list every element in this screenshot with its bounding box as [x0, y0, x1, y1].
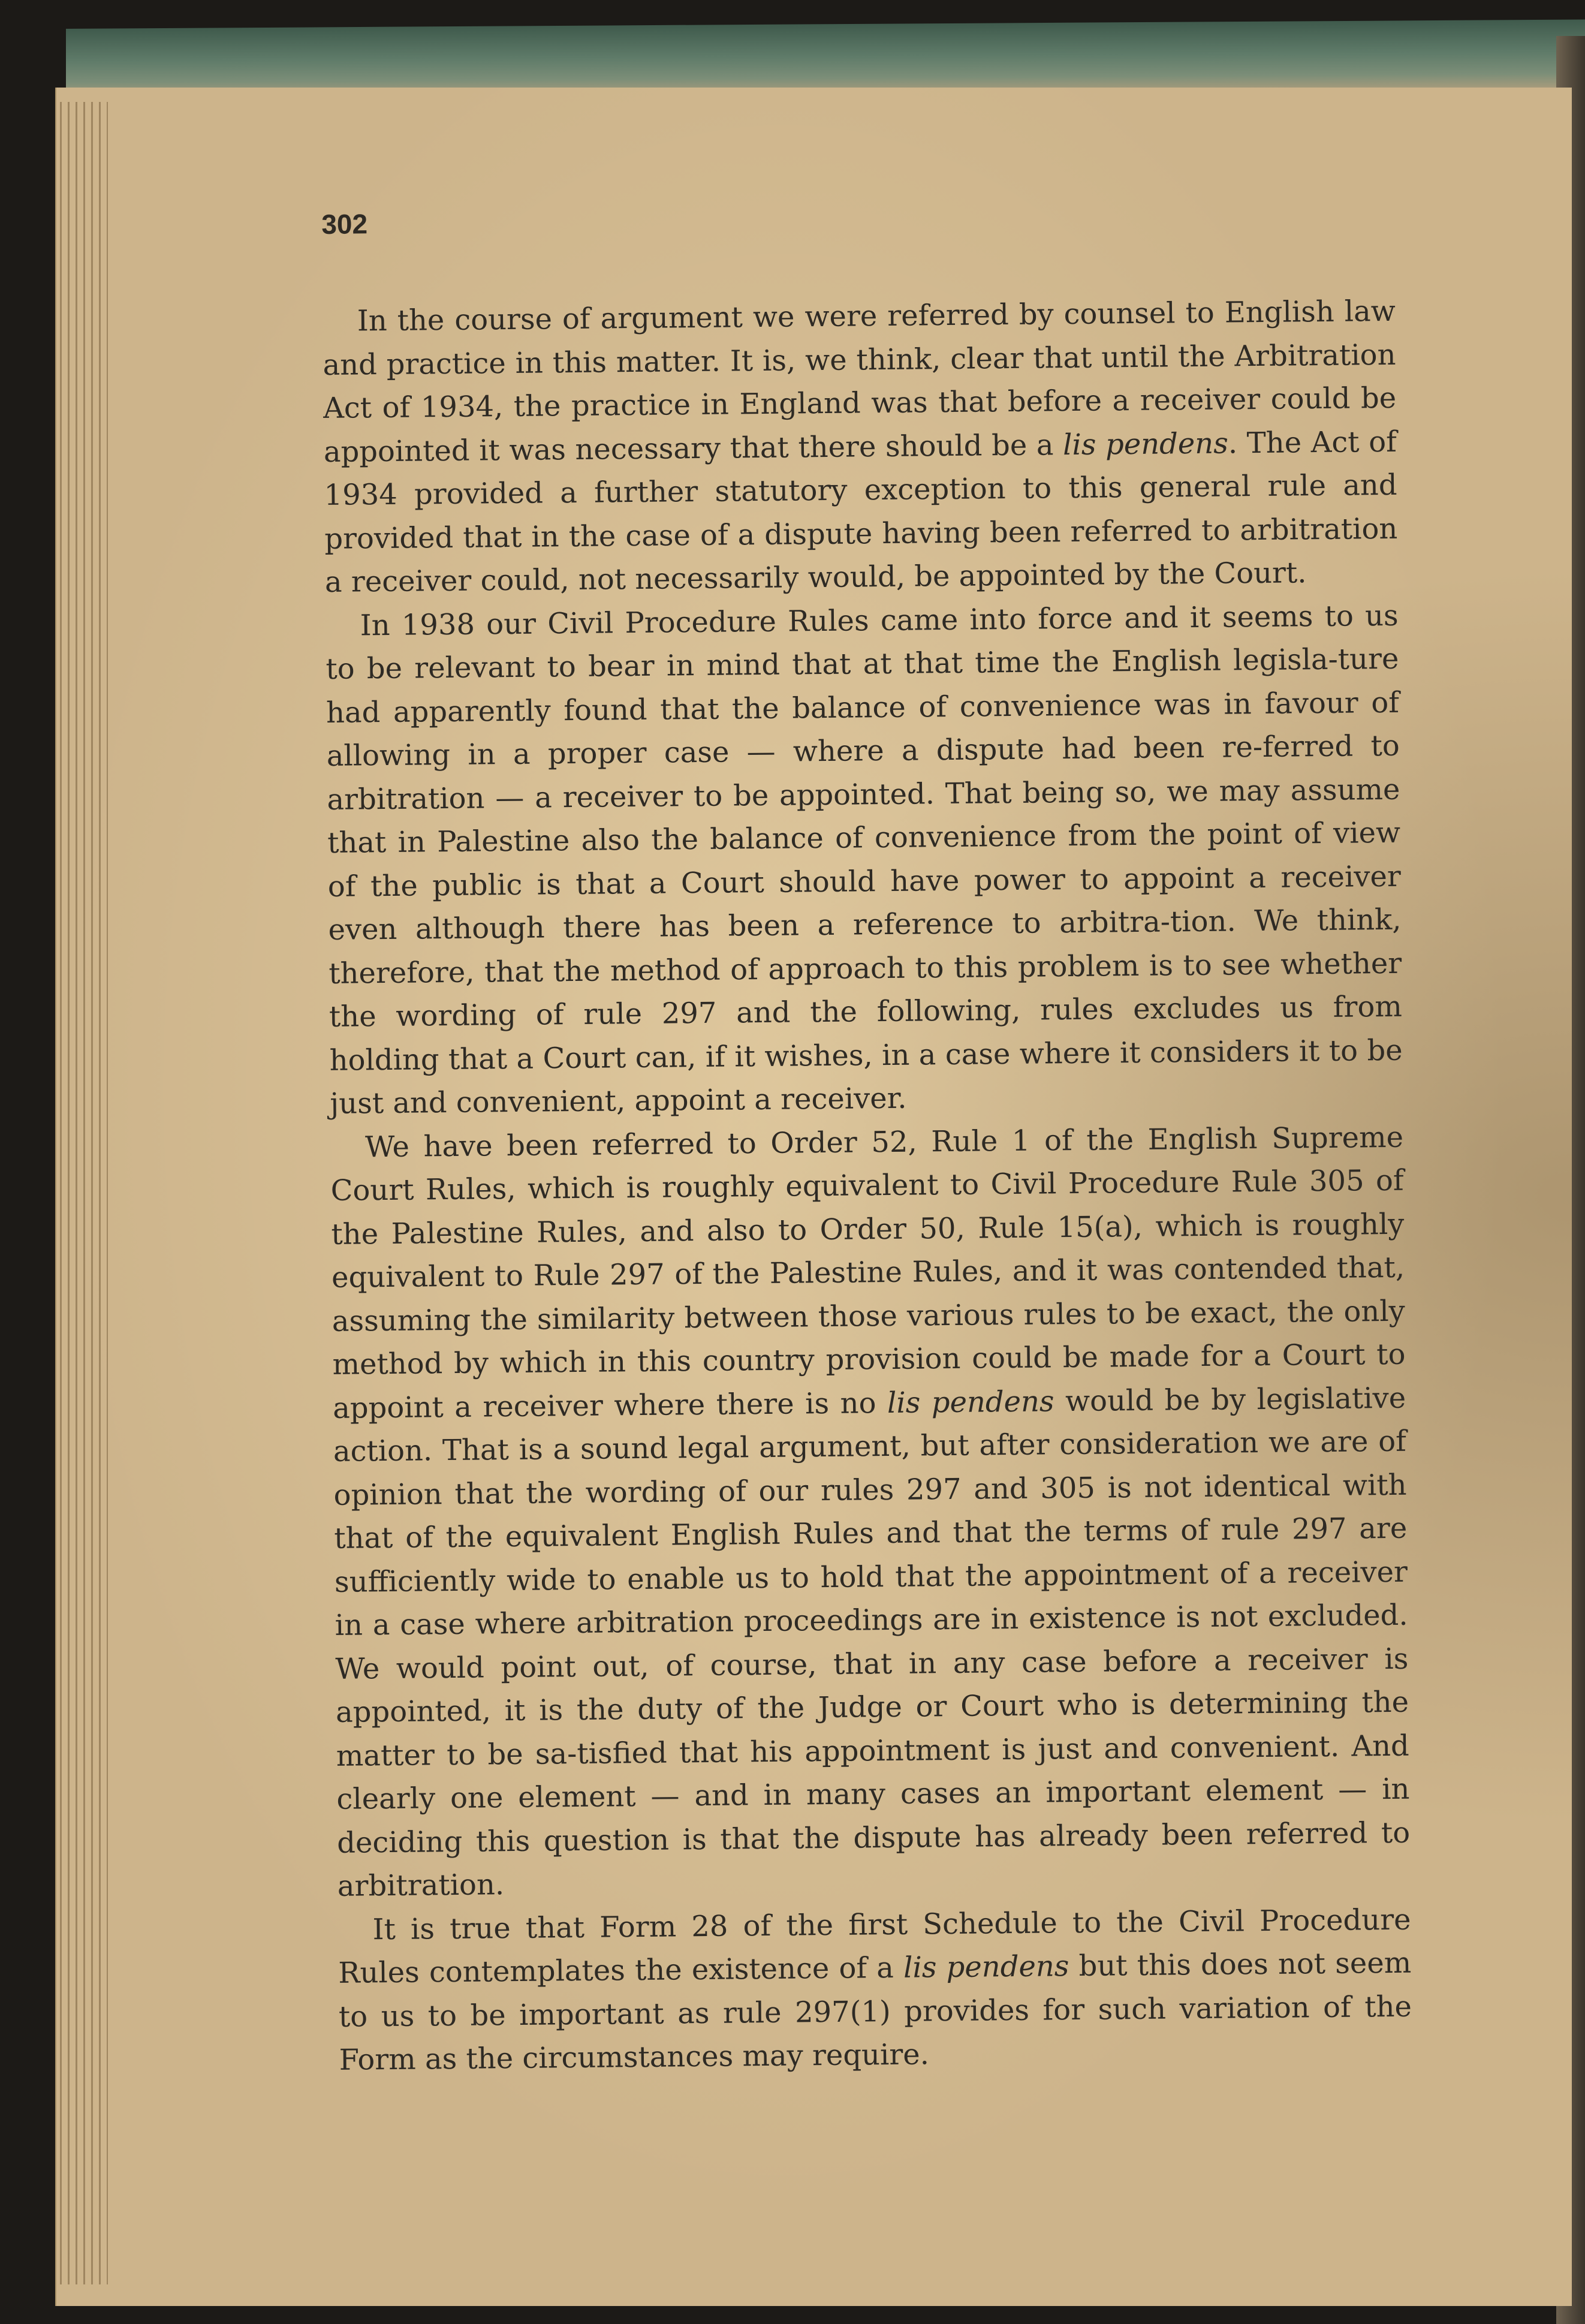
text-segment: . The Act of 1934 provided a further statutory exception to this general rule and provided that in the case of a dispute having been referred to arbitration a receiver could, not necessarily would, be appointed by the Court.: [324, 425, 1398, 599]
text-segment: It is true that Form 28 of the first Schedule to the Civil Procedure Rules contemplates the existence of a: [338, 1902, 1411, 1990]
page-number: 302: [321, 208, 368, 240]
text-segment: In the course of argument we were referred by counsel to English law and practice in this matter. It is, we think, clear that until the Arbitration Act of 1934, the practice in England was that before a receiver could be appointed it was necessary that there should be a: [323, 294, 1397, 469]
paragraph: [338, 1898, 1412, 2082]
text-segment: We have been referred to Order 52, Rule 1 of the English Supreme Court Rules, which is roughly equivalent to Civil Procedure Rule 305 of the Palestine Rules, and also to Order 50, Rule 15(a), which is roughly equivalent to Rule 297 of the Palestine Rules, and it was contended that, assuming the similarity between those various rules to be exact, the only method by which in this country provision could be made for a Court to appoint a receiver where there is no: [330, 1120, 1406, 1425]
paragraph: [325, 594, 1403, 1125]
italic-text: lis pendens: [1062, 426, 1229, 462]
text-segment: would be by legislative action. That is a sound legal argument, but after consideration we are of opinion that the wording of our rules 297 and 305 is not identical with that of the equivalent English Rules and that the terms of rule 297 are sufficiently wide to enable us to hold that the appointment of a receiver in a case where arbitration proceedings are in existence is not excluded. We would point out, of course, that in any case before a receiver is appointed, it is the duty of the Judge or Court who is determining the matter to be sa-tisfied that his appointment is just and convenient. And clearly one element — and in many cases an important element — in deciding this question is that the dispute has already been referred to arbitration.: [333, 1381, 1411, 1903]
paragraph: [322, 290, 1398, 604]
page-stack-edges: [60, 102, 108, 2284]
text-segment: but this does not seem to us to be important as rule 297(1) provides for such variation of the Form as the circumstances may require.: [338, 1946, 1412, 2077]
paragraphs: [322, 290, 1412, 2082]
italic-text: lis pendens: [887, 1384, 1054, 1420]
italic-text: lis pendens: [903, 1949, 1069, 1985]
text-segment: In 1938 our Civil Procedure Rules came into force and it seems to us to be relevant to bear in mind that at that time the English legisla-ture had apparently found that the balance of convenience was in favour of allowing in a proper case — where a dispute had been re-ferred to arbitration — a receiver to be appointed. That being so, we may assume that in Palestine also the balance of convenience from the point of view of the public is that a Court should have power to appoint a receiver even although there has been a reference to arbitra-tion. We think, therefore, that the method of approach to this problem is to see whether the wording of rule 297 and the following, rules excludes us from holding that a Court can, if it wishes, in a case where it considers it to be just and convenient, appoint a receiver.: [326, 598, 1403, 1121]
paragraph: [330, 1115, 1411, 1908]
page-text-block: [321, 196, 1412, 2082]
